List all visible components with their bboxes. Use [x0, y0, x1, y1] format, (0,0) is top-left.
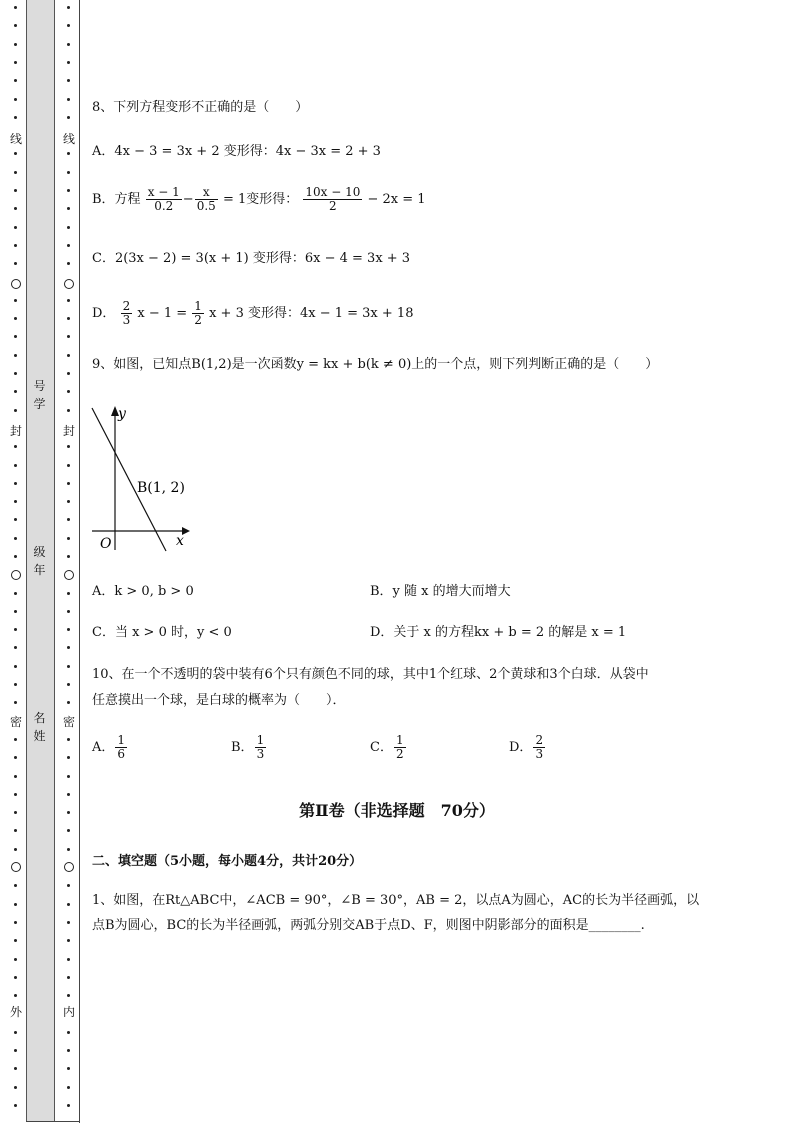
seal-dot: [67, 958, 70, 961]
q10-stem-line2: 任意摸出一个球，是白球的概率为（ ）．: [92, 693, 346, 708]
seal-dot: [67, 775, 70, 778]
q9-option-b: B．y 随 x 的增大而增大: [370, 584, 511, 599]
seal-dot: [14, 775, 17, 778]
seal-dot: [14, 976, 17, 979]
q10-option-c: [370, 734, 407, 761]
seal-dot: [14, 683, 17, 686]
seal-dot: [67, 683, 70, 686]
seal-dot: [67, 518, 70, 521]
seal-dot: [67, 43, 70, 46]
denominator: 3: [535, 747, 544, 761]
seal-dot: [67, 445, 70, 448]
seal-dot: [14, 756, 17, 759]
seal-dot: [67, 354, 70, 357]
q8-option-b-mid: = 1变形得：: [222, 192, 299, 207]
numerator: 1: [395, 733, 404, 747]
seal-dot: [67, 482, 70, 485]
seal-dot: [67, 390, 70, 393]
seal-dot: [67, 79, 70, 82]
q9-line-graph: [86, 400, 196, 555]
seal-circle-icon: [11, 862, 21, 872]
seal-dot: [67, 262, 70, 265]
seal-dot: [14, 482, 17, 485]
numerator: 1: [117, 733, 126, 747]
seal-dot: [14, 884, 17, 887]
seal-dot: [67, 372, 70, 375]
fraction: [115, 734, 127, 761]
seal-dot: [14, 372, 17, 375]
seal-dot: [67, 756, 70, 759]
seal-dot: [14, 829, 17, 832]
seal-char-seal: 封: [62, 424, 75, 438]
seal-dot: [67, 1104, 70, 1107]
field-student-id-char2: 学: [33, 397, 46, 411]
fraction: [533, 734, 545, 761]
seal-dot: [67, 939, 70, 942]
seal-dot: [14, 116, 17, 119]
seal-dot: [67, 171, 70, 174]
seal-dot: [67, 116, 70, 119]
seal-dot: [67, 24, 70, 27]
denominator: 3: [122, 313, 131, 327]
seal-dot: [67, 701, 70, 704]
fraction: [192, 300, 204, 327]
seal-dot: [14, 207, 17, 210]
seal-dot: [14, 262, 17, 265]
denominator: 2: [194, 313, 202, 327]
seal-dot: [14, 1104, 17, 1107]
seal-dot: [14, 98, 17, 101]
seal-dot: [67, 848, 70, 851]
seal-dot: [67, 61, 70, 64]
q10-option-d: [509, 734, 546, 761]
seal-dot: [14, 921, 17, 924]
q8-stem: 8、下列方程变形不正确的是（ ）: [92, 100, 309, 115]
fraction: [394, 734, 406, 761]
numerator: 2: [535, 733, 544, 747]
seal-dot: [67, 994, 70, 997]
numerator: x: [195, 186, 218, 200]
numerator: x − 1: [147, 185, 180, 199]
seal-dot: [14, 43, 17, 46]
seal-dot: [14, 994, 17, 997]
part-two-title: 第Ⅱ卷（非选择题 70分）: [299, 801, 495, 820]
seal-dot: [67, 335, 70, 338]
seal-dot: [14, 500, 17, 503]
seal-dot: [14, 1049, 17, 1052]
seal-dot: [67, 98, 70, 101]
q8-option-c: C．2(3x − 2) = 3(x + 1) 变形得：6x − 4 = 3x + 3: [92, 251, 411, 266]
numerator: 10x − 10: [305, 185, 361, 199]
seal-dot: [14, 299, 17, 302]
seal-dot: [14, 628, 17, 631]
seal-dot: [67, 1031, 70, 1034]
seal-dot: [67, 555, 70, 558]
seal-dot: [14, 701, 17, 704]
fraction: [121, 300, 133, 327]
q8-option-a: A．4x − 3 = 3x + 2 变形得：4x − 3x = 2 + 3: [92, 144, 381, 159]
q9-stem: 9、如图，已知点B(1,2)是一次函数y = kx + b(k ≠ 0)上的一个点，则下列判断正确的是（ ）: [92, 357, 659, 372]
seal-dot: [67, 409, 70, 412]
seal-dot: [14, 6, 17, 9]
denominator: 2: [329, 199, 337, 213]
seal-dot: [67, 1067, 70, 1070]
seal-dot: [14, 738, 17, 741]
binding-line: [79, 0, 80, 1123]
seal-circle-icon: [11, 279, 21, 289]
seal-char-secret: 密: [9, 715, 22, 729]
q8-option-b-label: B．方程: [92, 192, 141, 207]
seal-dot: [67, 793, 70, 796]
seal-dot: [67, 299, 70, 302]
seal-char-line: 线: [9, 132, 22, 146]
q8-option-d-mid: x − 1 =: [137, 306, 188, 321]
seal-dot: [67, 244, 70, 247]
denominator: 2: [395, 747, 404, 761]
seal-circle-icon: [11, 570, 21, 580]
seal-dot: [14, 537, 17, 540]
seal-dot: [14, 152, 17, 155]
q8-option-d-end: x + 3 变形得：4x − 1 = 3x + 18: [209, 306, 414, 321]
seal-dot: [14, 1031, 17, 1034]
seal-dot: [14, 390, 17, 393]
seal-circle-icon: [64, 570, 74, 580]
seal-circle-icon: [64, 862, 74, 872]
seal-dot: [14, 646, 17, 649]
q9-option-d: D．关于 x 的方程kx + b = 2 的解是 x = 1: [370, 625, 627, 640]
point-b-label: B(1, 2): [137, 480, 185, 496]
seal-dot: [67, 829, 70, 832]
q8-option-d-label: D．: [92, 306, 116, 321]
seal-dot: [67, 537, 70, 540]
seal-dot: [67, 152, 70, 155]
option-label: C．: [370, 740, 393, 755]
fill-q1-line2: 点B为圆心，BC的长为半径画弧，两弧分别交AB于点D、F，则图中阴影部分的面积是________.: [92, 918, 645, 933]
seal-dot: [67, 738, 70, 741]
seal-dot: [14, 848, 17, 851]
seal-dot: [67, 1049, 70, 1052]
seal-dot: [14, 171, 17, 174]
seal-dot: [67, 921, 70, 924]
seal-dot: [14, 335, 17, 338]
seal-dot: [14, 24, 17, 27]
seal-dot: [14, 939, 17, 942]
seal-dot: [67, 500, 70, 503]
seal-char-line: 线: [62, 132, 75, 146]
seal-dot: [67, 628, 70, 631]
seal-dot: [67, 903, 70, 906]
seal-dot: [67, 884, 70, 887]
seal-dot: [14, 518, 17, 521]
field-grade-char1: 级: [33, 545, 46, 559]
seal-dot: [14, 1067, 17, 1070]
fill-blank-section-heading: 二、填空题（5小题，每小题4分，共计20分）: [92, 854, 363, 869]
seal-dot: [67, 6, 70, 9]
y-axis-label: y: [118, 406, 126, 422]
seal-dot: [67, 592, 70, 595]
fill-q1-line1: 1、如图，在Rt△ABC中，∠ACB = 90°，∠B = 30°，AB = 2，以点A为圆心，AC的长为半径画弧，以: [92, 893, 700, 908]
seal-dot: [14, 1086, 17, 1089]
seal-dot: [14, 79, 17, 82]
option-label: B．: [231, 740, 254, 755]
numerator: 1: [256, 733, 265, 747]
seal-dot: [14, 445, 17, 448]
denominator: 3: [256, 747, 265, 761]
q8-option-d: [92, 300, 413, 327]
seal-char-outer: 外: [9, 1005, 22, 1019]
seal-char-inner: 内: [62, 1005, 75, 1019]
denominator: 0.2: [154, 199, 174, 213]
seal-dot: [14, 793, 17, 796]
seal-dot: [14, 354, 17, 357]
q10-stem-line1: 10、在一个不透明的袋中装有6个只有颜色不同的球，其中1个红球、2个黄球和3个白球．从袋中: [92, 667, 649, 682]
origin-label: O: [100, 536, 112, 552]
fraction: [146, 186, 182, 213]
seal-dot: [67, 226, 70, 229]
seal-dot: [14, 464, 17, 467]
seal-dot: [14, 189, 17, 192]
denominator: 0.5: [196, 199, 216, 213]
option-label: D．: [509, 740, 533, 755]
seal-char-secret: 密: [62, 715, 75, 729]
q10-option-a: [92, 734, 128, 761]
field-name-char2: 姓: [33, 729, 46, 743]
seal-dot: [14, 61, 17, 64]
field-name-char1: 名: [33, 711, 46, 725]
seal-dot: [67, 1086, 70, 1089]
seal-dot: [67, 207, 70, 210]
numerator: 1: [194, 299, 202, 313]
field-grade-char2: 年: [33, 563, 46, 577]
q9-option-a: A．k > 0, b > 0: [92, 584, 194, 599]
seal-dot: [14, 555, 17, 558]
seal-dot-column-right: [64, 0, 74, 1123]
numerator: 2: [122, 299, 131, 313]
seal-dot: [67, 317, 70, 320]
seal-dot: [14, 409, 17, 412]
x-axis-label: x: [176, 533, 184, 549]
fraction: [303, 186, 362, 213]
denominator: 6: [117, 747, 126, 761]
seal-dot: [14, 226, 17, 229]
seal-dot: [14, 317, 17, 320]
option-label: A．: [92, 740, 115, 755]
fraction: [255, 734, 267, 761]
field-student-id-char1: 号: [33, 379, 46, 393]
seal-dot: [67, 189, 70, 192]
q10-option-b: [231, 734, 267, 761]
seal-dot: [67, 646, 70, 649]
seal-dot: [14, 665, 17, 668]
seal-dot: [67, 464, 70, 467]
seal-dot-column-left: [11, 0, 21, 1123]
seal-dot: [67, 610, 70, 613]
seal-circle-icon: [64, 279, 74, 289]
q9-option-c: C．当 x > 0 时，y < 0: [92, 625, 232, 640]
seal-dot: [14, 592, 17, 595]
q8-option-b: B．方程 $\frac{x - 1}{0.2}$ − $\frac{x}{0.5}$ = 1变形得： $\frac{10x - 10}{2}$ − 2x = 1: [92, 185, 426, 213]
seal-dot: [14, 958, 17, 961]
seal-char-seal: 封: [9, 424, 22, 438]
seal-dot: [67, 976, 70, 979]
seal-dot: [67, 665, 70, 668]
student-info-fields: [26, 0, 53, 1121]
q8-option-b-end: − 2x = 1: [367, 192, 426, 207]
seal-dot: [14, 244, 17, 247]
seal-dot: [14, 610, 17, 613]
fraction: [195, 186, 218, 213]
seal-dot: [14, 903, 17, 906]
